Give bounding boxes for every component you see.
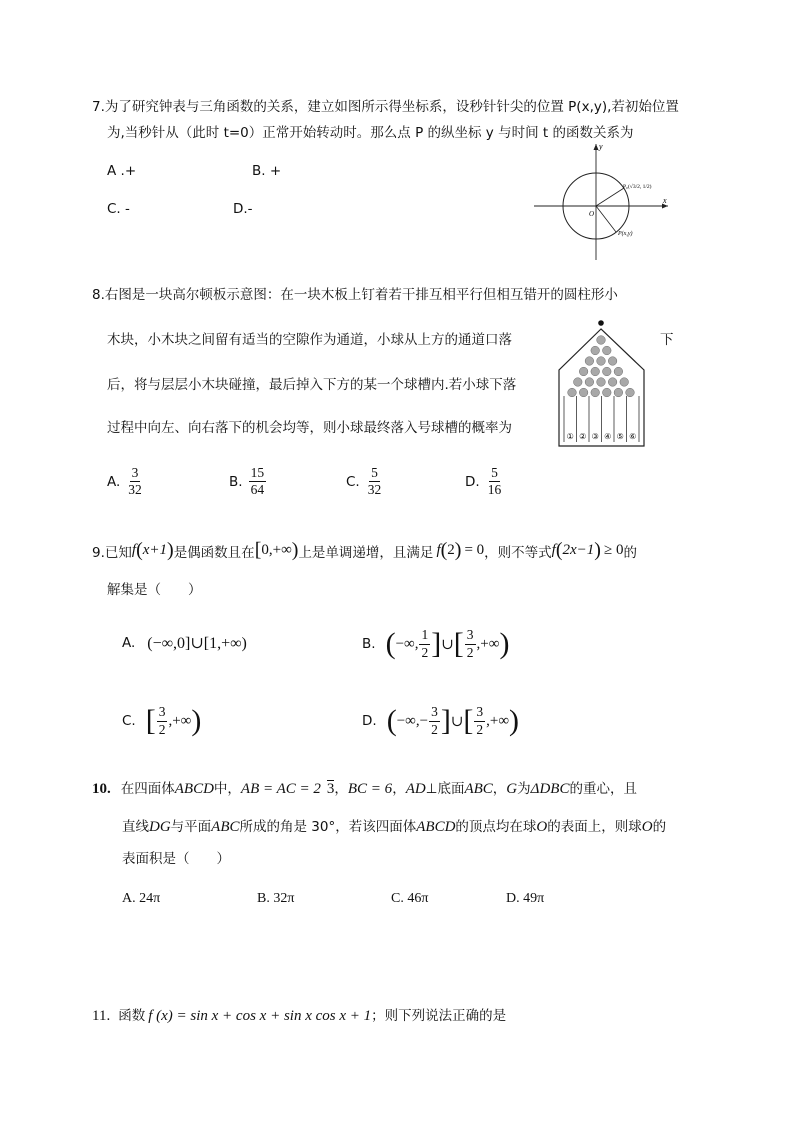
y-axis-arrow-icon (594, 144, 599, 150)
q10-o2: O (641, 819, 653, 835)
q8-option-b-num: 15 (249, 466, 267, 482)
q9-b-union: ∪ (441, 636, 454, 653)
q9-option-a-label: A. (122, 635, 136, 651)
q9-b-num1: 1 (419, 628, 430, 644)
q9-d-paren-open: ( (386, 704, 397, 737)
q8-option-a-num: 3 (130, 466, 141, 482)
q9-mid2: 上是单调递增，且满足 (298, 544, 434, 561)
q10-perp: ⊥底面 (425, 781, 465, 797)
peg (579, 388, 588, 397)
q9-d-union: ∪ (450, 713, 464, 730)
q9-option-a (122, 633, 247, 653)
slot-label: ④ (604, 432, 612, 441)
q9-option-a-expr: (−∞,0]∪[1,+∞) (147, 635, 247, 652)
peg (608, 357, 617, 366)
q7-line-1: 7.为了研究钟表与三角函数的关系，建立如图所示得坐标系，设秒针针尖的位置 P(x,y),若初始位置 (92, 99, 679, 115)
q10-dbc: ΔDBC (530, 781, 570, 797)
galton-board-figure (552, 318, 652, 450)
peg (574, 378, 583, 387)
slot-label: ⑥ (629, 432, 637, 441)
q9-b-num2: 3 (465, 628, 476, 644)
q10-sqrt3: 3 (326, 781, 335, 797)
q7-option-d: D.- (233, 201, 253, 217)
q9-d-bracket-open: [ (463, 704, 474, 737)
q8-option-c-num: 5 (369, 466, 380, 482)
peg (585, 378, 594, 387)
q10-option-a: A. 24π (122, 891, 161, 906)
q9-arg2: 2 (447, 542, 455, 558)
peg (597, 378, 606, 387)
peg (614, 367, 623, 376)
q8-line-2: 木块，小木块之间留有适当的空隙作为通道，小球从上方的通道口落 (107, 332, 512, 348)
q8-option-d (465, 466, 504, 497)
q8-option-d-den: 16 (487, 482, 502, 498)
slot-label: ⑤ (616, 432, 624, 441)
q10-option-d: D. 49π (506, 891, 545, 906)
peg (608, 378, 617, 387)
q9-c-paren-close: ) (191, 704, 202, 737)
q9-d-num1: 3 (429, 705, 440, 721)
q9-paren3-close: ) (594, 539, 601, 561)
q11-number: 11. (92, 1008, 111, 1024)
q9-c-num: 3 (157, 705, 168, 721)
q9-d-num2: 3 (474, 705, 485, 721)
peg (597, 336, 606, 345)
peg (614, 388, 623, 397)
peg (603, 367, 612, 376)
q8-option-b (229, 466, 267, 497)
q9-option-b-label: B. (362, 636, 376, 652)
q8-option-d-num: 5 (489, 466, 500, 482)
ball-slots (564, 396, 639, 442)
slot-label: ③ (591, 432, 599, 441)
peg (591, 388, 600, 397)
q9-paren-close: ) (167, 539, 174, 561)
q9-b-left: −∞, (395, 635, 419, 652)
q9-d-den1: 2 (431, 721, 438, 737)
q10-abc: ABC (464, 781, 493, 797)
q9-d-bracket-close: ] (440, 704, 451, 737)
slot-label: ② (579, 432, 587, 441)
q10-eq1: AB = AC = 2 (240, 781, 321, 797)
q9-ineq: ≥ 0 (603, 542, 624, 558)
clock-coordinate-figure (528, 140, 673, 262)
peg (626, 388, 635, 397)
q10-abc2: ABC (211, 819, 240, 835)
peg (568, 388, 577, 397)
q10-g: G (506, 781, 518, 797)
q8-option-c-label: C. (346, 473, 360, 490)
q9-mid1: 是偶函数且在 (173, 544, 255, 561)
q9-paren3-open: ( (555, 539, 563, 561)
q10-ad: AD (405, 781, 426, 797)
q10-t5: ， (492, 781, 507, 797)
q10-t1: 在四面体 (120, 781, 175, 797)
q9-c-den: 2 (158, 721, 166, 737)
q9-option-c-label: C. (122, 713, 136, 729)
q10-abcd2: ABCD (416, 819, 456, 835)
q10-line2a: 直线 (122, 819, 149, 835)
q8-option-b-label: B. (229, 473, 243, 490)
q10-line-3: 表面积是（ ） (122, 851, 230, 867)
q8-option-a-den: 32 (128, 482, 142, 498)
q9-arg1: x+1 (142, 542, 168, 558)
q9-c-right: ,+∞ (168, 712, 192, 729)
initial-second-hand (596, 188, 624, 206)
q9-d-right: ,+∞ (486, 712, 510, 729)
q9-option-d (362, 697, 519, 745)
q10-t3: ， (334, 781, 348, 797)
q9-option-d-label: D. (362, 713, 377, 729)
q8-option-d-label: D. (465, 473, 480, 490)
q9-b-paren-close: ) (499, 627, 510, 660)
q10-line2e: 的表面上，则球 (547, 819, 642, 835)
peg (585, 357, 594, 366)
q10-o1: O (536, 819, 548, 835)
q8-option-b-den: 64 (250, 482, 265, 498)
q9-d-paren-close: ) (509, 704, 520, 737)
peg-rows (568, 336, 635, 397)
q9-b-right: ,+∞ (476, 635, 500, 652)
second-hand (596, 206, 616, 232)
y-axis-label: y (599, 142, 603, 151)
p0-label: P₀(√3/2, 1/2) (623, 184, 652, 190)
q8-line-1: 8.右图是一块高尔顿板示意图：在一块木板上钉着若干排互相平行但相互错开的圆柱形小 (92, 287, 618, 303)
q11-expr: f (x) = sin x + cos x + sin x cos x + 1 (148, 1008, 372, 1024)
q9-paren-open: ( (136, 539, 143, 561)
q8-line-2-tail: 下 (660, 332, 674, 348)
q9-c-bracket-open: [ (145, 704, 156, 737)
q9-arg3: 2x−1 (562, 542, 595, 558)
q10-option-c: C. 46π (391, 891, 429, 906)
peg (603, 388, 612, 397)
q9-f2: f (436, 542, 441, 558)
q10-line-1 (92, 777, 637, 798)
slot-label: ① (566, 432, 574, 441)
q7-option-c: C. - (107, 201, 130, 217)
q9-mid3: ，则不等式 (484, 544, 552, 561)
q8-option-a (107, 466, 145, 497)
q9-line-2: 解集是（ ） (107, 582, 202, 598)
q10-line-2 (122, 815, 666, 836)
q10-number: 10. (92, 781, 111, 797)
q7-option-b: B. + (252, 163, 282, 179)
q9-b-den1: 2 (421, 644, 429, 660)
q9-prefix: 9.已知 (92, 544, 132, 561)
origin-label: O (589, 210, 595, 218)
q10-line2f: 的 (652, 819, 667, 835)
q10-option-b: B. 32π (257, 891, 295, 906)
q10-dg: DG (149, 819, 171, 835)
q9-f3: f (551, 542, 556, 558)
q8-line-3: 后，将与层层小木块碰撞，最后掉入下方的某一个球槽内.若小球下落 (107, 377, 517, 393)
q9-b-bracket-open: [ (453, 627, 464, 660)
q11-t2: ；则下列说法正确的是 (371, 1008, 507, 1024)
q9-bracket-close: ) (291, 539, 299, 561)
peg (579, 367, 588, 376)
q7-option-a: A .+ (107, 163, 137, 179)
q8-option-c-den: 32 (367, 482, 382, 498)
peg (591, 346, 600, 355)
q9-line-1 (92, 539, 637, 562)
q9-option-c (122, 697, 201, 745)
q8-line-4: 过程中向左、向右落下的机会均等，则小球最终落入号球槽的概率为 (107, 420, 512, 436)
q7-line-2: 为,当秒针从（此时 t=0）正常开始转动时。那么点 P 的纵坐标 y 与时间 t 的函数关系为 (107, 125, 634, 141)
q9-paren2-close: ) (454, 539, 462, 561)
q9-bracket-open: [ (254, 539, 262, 561)
q9-d-left: −∞,− (396, 712, 429, 729)
q8-option-c (346, 466, 384, 497)
q9-option-b (362, 620, 509, 668)
q10-t7: 的重心，且 (569, 781, 637, 797)
q10-line2b: 与平面 (170, 819, 212, 835)
q10-line2c: 所成的角是 30°，若该四面体 (239, 819, 417, 835)
peg (603, 346, 612, 355)
q10-abcd: ABCD (174, 781, 214, 797)
q11-t1: 函数 (118, 1008, 146, 1024)
q10-t6: 为 (517, 781, 531, 797)
falling-ball (598, 320, 604, 326)
p-label: P(x,y) (618, 231, 633, 237)
q9-tail: 的 (623, 544, 637, 561)
peg (620, 378, 629, 387)
q9-f1: f (131, 542, 137, 558)
q8-option-a-label: A. (107, 473, 121, 490)
x-axis-label: x (663, 196, 667, 205)
q9-interval: 0,+∞ (261, 542, 292, 558)
q9-b-paren-open: ( (385, 627, 396, 660)
q9-d-den2: 2 (476, 721, 484, 737)
q9-b-bracket-close: ] (431, 627, 442, 660)
q10-t4: ， (392, 781, 406, 797)
q10-eq2: BC = 6 (347, 781, 393, 797)
q10-line2d: 的顶点均在球 (455, 819, 537, 835)
peg (591, 367, 600, 376)
q9-b-den2: 2 (466, 644, 474, 660)
q9-eq: = 0 (464, 542, 485, 558)
q10-t2: 中， (213, 781, 241, 797)
q11-line-1 (92, 1004, 506, 1025)
q9-paren2-open: ( (440, 539, 448, 561)
peg (597, 357, 606, 366)
